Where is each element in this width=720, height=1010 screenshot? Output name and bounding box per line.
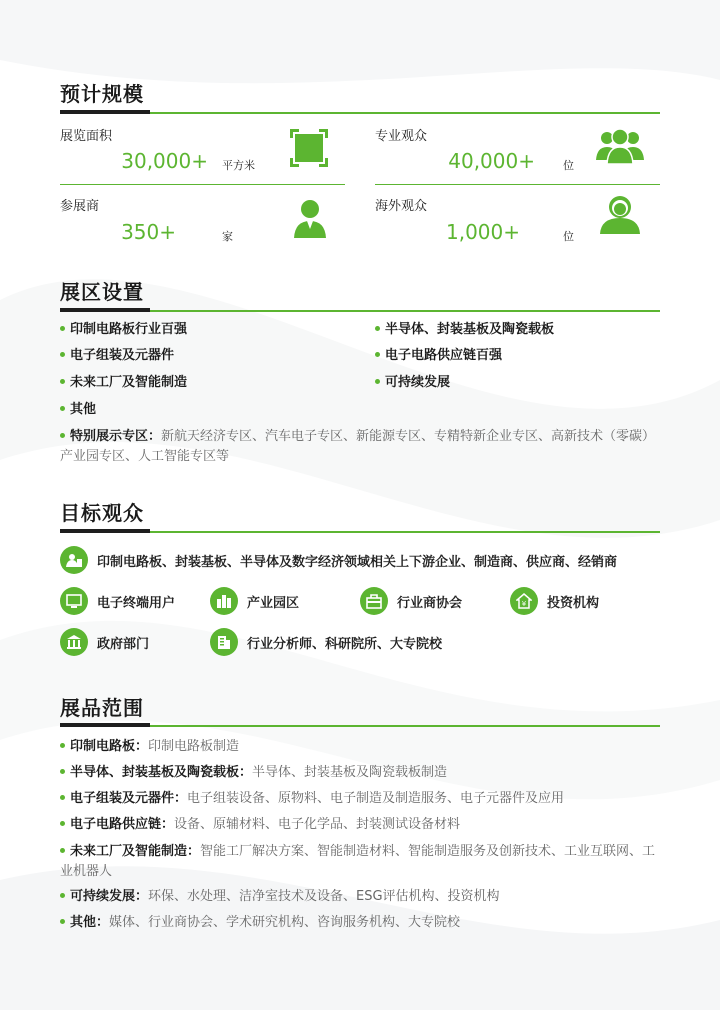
audience-item-association: 行业商协会 bbox=[360, 587, 462, 615]
scale-section-title: 预计规模 bbox=[60, 82, 144, 106]
zone-item: 电子组装及元器件 bbox=[60, 346, 174, 366]
stat-area-unit: 平方米 bbox=[222, 159, 255, 172]
stat-area-value: 30,000+ bbox=[121, 149, 208, 173]
park-icon bbox=[216, 593, 232, 609]
zones-section-rule bbox=[60, 310, 660, 312]
audience-item-enterprise: 印制电路板、封装基板、半导体及数字经济领域相关上下游企业、制造商、供应商、经销商 bbox=[60, 546, 617, 574]
zones-section-title: 展区设置 bbox=[60, 280, 144, 304]
stat-exhibitors-value: 350+ bbox=[121, 220, 176, 244]
monitor-icon bbox=[66, 593, 82, 609]
stat-exhibitors-label: 参展商 bbox=[60, 199, 100, 214]
audience-section-title: 目标观众 bbox=[60, 501, 144, 525]
stat-overseas-value: 1,000+ bbox=[445, 220, 520, 244]
stat-audience-value: 40,000+ bbox=[448, 149, 535, 173]
audience-item-end-users: 电子终端用户 bbox=[60, 587, 175, 615]
svg-text:¥: ¥ bbox=[521, 600, 527, 608]
product-item: 印制电路板：印制电路板制造 bbox=[60, 737, 660, 757]
area-frame-icon bbox=[288, 127, 330, 169]
product-item: 半导体、封装基板及陶瓷载板：半导体、封装基板及陶瓷载板制造 bbox=[60, 763, 660, 783]
stat-overseas-unit: 位 bbox=[563, 230, 574, 243]
zone-item: 电子电路供应链百强 bbox=[375, 346, 502, 366]
product-item: 电子组装及元器件：电子组装设备、原物料、电子制造及制造服务、电子元器件及应用 bbox=[60, 789, 660, 809]
product-item: 未来工厂及智能制造：智能工厂解决方案、智能制造材料、智能制造服务及创新技术、工业互联网、工业机器人 bbox=[60, 844, 656, 879]
audience-item-investment: ¥ 投资机构 bbox=[510, 587, 599, 615]
stat-overseas-label: 海外观众 bbox=[375, 199, 428, 214]
product-item: 电子电路供应链：设备、原辅材料、电子化学品、封装测试设备材料 bbox=[60, 815, 660, 835]
stat-divider bbox=[375, 184, 660, 185]
research-icon bbox=[216, 634, 232, 650]
stat-audience-unit: 位 bbox=[563, 159, 574, 172]
group-icon bbox=[595, 126, 645, 166]
zone-item: 其他 bbox=[60, 400, 96, 420]
scale-section-rule bbox=[60, 112, 660, 114]
zone-item: 可持续发展 bbox=[375, 373, 450, 393]
zone-special-item: 特别展示专区：新航天经济专区、汽车电子专区、新能源专区、专精特新企业专区、高新技术（零碳）产业园专区、人工智能专区等 bbox=[60, 429, 656, 464]
product-item: 其他：媒体、行业商协会、学术研究机构、咨询服务机构、大专院校 bbox=[60, 913, 660, 933]
zone-item: 未来工厂及智能制造 bbox=[60, 373, 187, 393]
government-icon bbox=[66, 634, 82, 650]
products-section-title: 展品范围 bbox=[60, 696, 144, 720]
products-section-rule bbox=[60, 725, 660, 727]
audience-item-government: 政府部门 bbox=[60, 628, 149, 656]
person-icon bbox=[292, 198, 328, 240]
association-icon bbox=[366, 593, 382, 609]
stat-divider bbox=[60, 184, 345, 185]
zone-item: 半导体、封装基板及陶瓷载板 bbox=[375, 320, 554, 340]
stat-area-label: 展览面积 bbox=[60, 129, 113, 144]
zone-item: 印制电路板行业百强 bbox=[60, 320, 187, 340]
product-item: 可持续发展：环保、水处理、洁净室技术及设备、ESG评估机构、投资机构 bbox=[60, 887, 660, 907]
audience-section-rule bbox=[60, 531, 660, 533]
audience-item-research: 行业分析师、科研院所、大专院校 bbox=[210, 628, 442, 656]
stat-exhibitors-unit: 家 bbox=[222, 230, 233, 243]
enterprise-icon bbox=[65, 551, 83, 569]
audience-item-industrial-park: 产业园区 bbox=[210, 587, 299, 615]
stat-audience-label: 专业观众 bbox=[375, 129, 428, 144]
investment-icon bbox=[516, 593, 532, 609]
visitors-icon bbox=[596, 194, 644, 236]
